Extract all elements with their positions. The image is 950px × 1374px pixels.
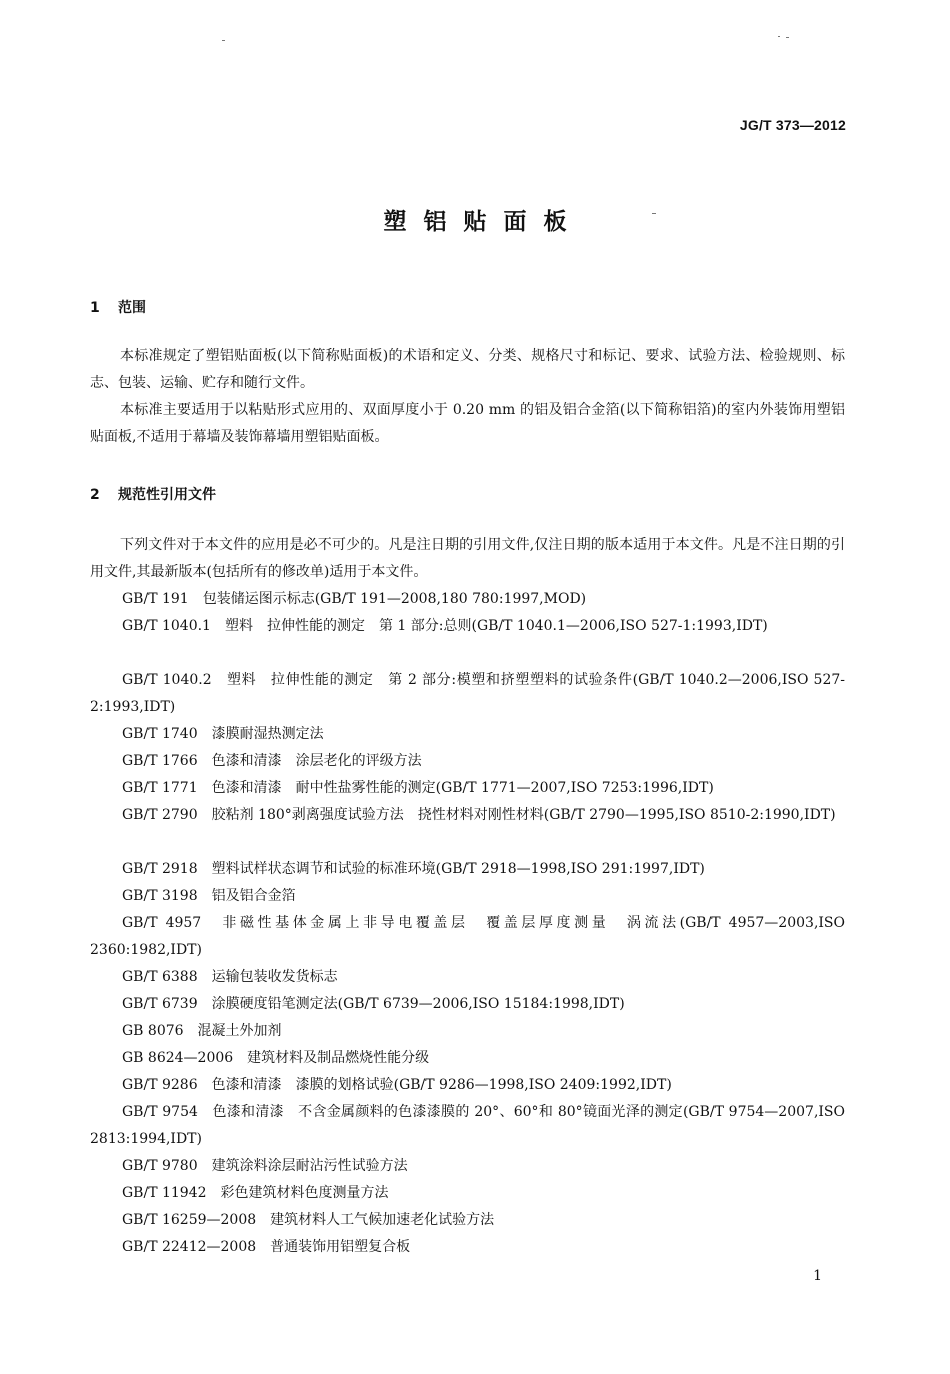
reference-item: GB/T 11942 彩色建筑材料色度测量方法 [122,1185,389,1201]
standard-code: JG/T 373—2012 [739,117,846,133]
reference-item: GB/T 9754 色漆和清漆 不含金属颜料的色漆漆膜的 20°、60°和 80°镜面光泽的测定(GB/T 9754—2007,ISO 2813:1994,IDT) [90,1104,845,1147]
section-1-number: 1 [90,300,100,316]
scan-speck [786,37,789,38]
reference-item: GB/T 6388 运输包装收发货标志 [122,969,338,985]
page-number: 1 [813,1268,822,1284]
reference-item: GB 8624—2006 建筑材料及制品燃烧性能分级 [122,1050,430,1066]
reference-item: GB/T 2790 胶粘剂 180°剥离强度试验方法 挠性材料对刚性材料(GB/T 2790—1995,ISO 8510-2:1990,IDT) [122,807,836,823]
section-2-heading [90,484,216,504]
reference-item: GB/T 2918 塑料试样状态调节和试验的标准环境(GB/T 2918—1998,ISO 291:1997,IDT) [122,861,705,877]
reference-item: GB/T 1040.2 塑料 拉伸性能的测定 第 2 部分:模塑和挤塑塑料的试验条件(GB/T 1040.2—2006,ISO 527-2:1993,IDT) [90,672,845,715]
reference-item: GB/T 6739 涂膜硬度铅笔测定法(GB/T 6739—2006,ISO 15184:1998,IDT) [122,996,625,1012]
section-1-title: 范围 [118,300,146,316]
section-1-paragraph: 本标准主要适用于以粘贴形式应用的、双面厚度小于 0.20 mm 的铝及铝合金箔(以下简称铝箔)的室内外装饰用塑铝贴面板,不适用于幕墙及装饰幕墙用塑铝贴面板。 [90,402,845,445]
scan-speck [222,40,225,41]
document-title: 塑铝贴面板 [383,209,584,235]
reference-item: GB/T 1766 色漆和清漆 涂层老化的评级方法 [122,753,422,769]
reference-item: GB/T 1740 漆膜耐湿热测定法 [122,726,324,742]
reference-item: GB/T 22412—2008 普通装饰用铝塑复合板 [122,1239,411,1255]
reference-item: GB 8076 混凝土外加剂 [122,1023,282,1039]
reference-item: GB/T 1771 色漆和清漆 耐中性盐雾性能的测定(GB/T 1771—2007,ISO 7253:1996,IDT) [122,780,714,796]
reference-item: GB/T 4957 非磁性基体金属上非导电覆盖层 覆盖层厚度测量 涡流法(GB/T 4957—2003,ISO 2360:1982,IDT) [90,915,845,958]
section-2-title: 规范性引用文件 [118,487,216,503]
reference-item: GB/T 191 包装储运图示标志(GB/T 191—2008,180 780:1997,MOD) [122,591,587,607]
section-2-intro: 下列文件对于本文件的应用是必不可少的。凡是注日期的引用文件,仅注日期的版本适用于本文件。凡是不注日期的引用文件,其最新版本(包括所有的修改单)适用于本文件。 [90,537,845,580]
reference-item: GB/T 9780 建筑涂料涂层耐沾污性试验方法 [122,1158,408,1174]
reference-item: GB/T 9286 色漆和清漆 漆膜的划格试验(GB/T 9286—1998,ISO 2409:1992,IDT) [122,1077,672,1093]
reference-item: GB/T 16259—2008 建筑材料人工气候加速老化试验方法 [122,1212,495,1228]
scan-speck [778,36,780,37]
reference-item: GB/T 1040.1 塑料 拉伸性能的测定 第 1 部分:总则(GB/T 1040.1—2006,ISO 527-1:1993,IDT) [122,618,768,634]
section-2-number: 2 [90,487,100,503]
section-1-paragraph: 本标准规定了塑铝贴面板(以下简称贴面板)的术语和定义、分类、规格尺寸和标记、要求、试验方法、检验规则、标志、包装、运输、贮存和随行文件。 [90,348,845,391]
section-1-heading [90,297,146,317]
reference-item: GB/T 3198 铝及铝合金箔 [122,888,296,904]
